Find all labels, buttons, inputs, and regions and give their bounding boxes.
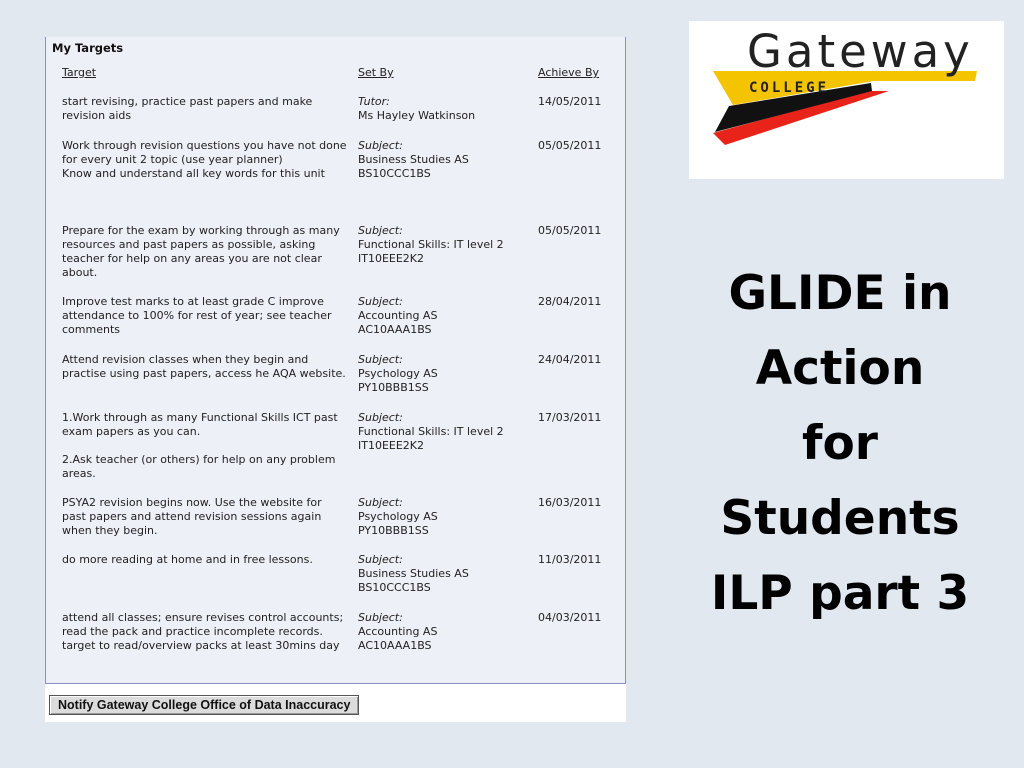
logo-subtext: COLLEGE bbox=[749, 80, 830, 96]
set-by-line: Ms Hayley Watkinson bbox=[358, 109, 476, 122]
set-by-line: Business Studies AS bbox=[358, 153, 469, 166]
set-by-cell bbox=[358, 353, 533, 395]
achieve-by-date: 11/03/2011 bbox=[538, 553, 602, 566]
achieve-by-date: 16/03/2011 bbox=[538, 496, 602, 509]
column-header-achieve-by[interactable]: Achieve By bbox=[538, 66, 600, 79]
slide-title bbox=[690, 256, 990, 631]
title-line: Students bbox=[720, 491, 960, 546]
target-text: start revising, practice past papers and make revision aids bbox=[62, 95, 313, 122]
set-by-cell bbox=[358, 496, 533, 538]
set-by-cell bbox=[358, 295, 533, 337]
target-text: do more reading at home and in free lessons. bbox=[62, 553, 313, 566]
achieve-by-date: 24/04/2011 bbox=[538, 353, 602, 366]
target-text: PSYA2 revision begins now. Use the website for past papers and attend revision sessions again when they begin. bbox=[62, 496, 322, 537]
set-by-kind: Subject: bbox=[358, 224, 403, 237]
set-by-line: Accounting AS bbox=[358, 625, 438, 638]
set-by-cell bbox=[358, 139, 533, 181]
set-by-kind: Subject: bbox=[358, 353, 403, 366]
set-by-kind: Subject: bbox=[358, 553, 403, 566]
set-by-line: PY10BBB1SS bbox=[358, 381, 429, 394]
gateway-college-logo bbox=[689, 21, 1004, 179]
achieve-by-date: 05/05/2011 bbox=[538, 139, 602, 152]
targets-heading: My Targets bbox=[52, 41, 124, 55]
achieve-by-date: 14/05/2011 bbox=[538, 95, 602, 108]
set-by-kind: Tutor: bbox=[358, 95, 390, 108]
set-by-line: BS10CCC1BS bbox=[358, 581, 431, 594]
targets-panel bbox=[45, 37, 626, 722]
target-text: Improve test marks to at least grade C improve attendance to 100% for rest of year; see teacher comments bbox=[62, 295, 332, 336]
set-by-kind: Subject: bbox=[358, 295, 403, 308]
column-header-target[interactable]: Target bbox=[62, 66, 97, 79]
column-header-set-by[interactable]: Set By bbox=[358, 66, 394, 79]
set-by-line: IT10EEE2K2 bbox=[358, 439, 425, 452]
set-by-kind: Subject: bbox=[358, 411, 403, 424]
set-by-kind: Subject: bbox=[358, 139, 403, 152]
set-by-line: PY10BBB1SS bbox=[358, 524, 429, 537]
set-by-line: Psychology AS bbox=[358, 367, 438, 380]
set-by-line: AC10AAA1BS bbox=[358, 639, 432, 652]
title-line: ILP part 3 bbox=[710, 566, 970, 621]
set-by-line: IT10EEE2K2 bbox=[358, 252, 425, 265]
target-text: Attend revision classes when they begin and practise using past papers, access he AQA website. bbox=[62, 353, 346, 380]
title-line: GLIDE in bbox=[728, 266, 952, 321]
set-by-line: BS10CCC1BS bbox=[358, 167, 431, 180]
title-line: for bbox=[802, 416, 878, 471]
set-by-line: Functional Skills: IT level 2 bbox=[358, 238, 504, 251]
set-by-line: Functional Skills: IT level 2 bbox=[358, 425, 504, 438]
target-text: attend all classes; ensure revises control accounts; read the pack and practice incomplete records. target to read/overview packs at least 30mins day bbox=[62, 611, 344, 652]
set-by-cell bbox=[358, 611, 533, 653]
set-by-line: Psychology AS bbox=[358, 510, 438, 523]
set-by-line: AC10AAA1BS bbox=[358, 323, 432, 336]
set-by-line: Accounting AS bbox=[358, 309, 438, 322]
target-text: Prepare for the exam by working through as many resources and past papers as possible, asking teacher for help on any areas you are not clear about. bbox=[62, 224, 340, 279]
targets-table bbox=[45, 37, 626, 684]
title-line: Action bbox=[755, 341, 925, 396]
achieve-by-date: 04/03/2011 bbox=[538, 611, 602, 624]
set-by-cell bbox=[358, 411, 533, 453]
set-by-cell bbox=[358, 553, 533, 595]
target-text: 1.Work through as many Functional Skills ICT past exam papers as you can. 2.Ask teacher (or others) for help on any problem areas. bbox=[62, 411, 338, 480]
set-by-kind: Subject: bbox=[358, 496, 403, 509]
set-by-line: Business Studies AS bbox=[358, 567, 469, 580]
achieve-by-date: 28/04/2011 bbox=[538, 295, 602, 308]
set-by-kind: Subject: bbox=[358, 611, 403, 624]
logo-wordmark: Gateway bbox=[747, 25, 974, 78]
achieve-by-date: 05/05/2011 bbox=[538, 224, 602, 237]
set-by-cell bbox=[358, 224, 533, 266]
target-text: Work through revision questions you have not done for every unit 2 topic (use year planner) Know and understand all key words for this unit bbox=[62, 139, 347, 180]
notify-data-inaccuracy-button[interactable]: Notify Gateway College Office of Data Inaccuracy bbox=[49, 695, 359, 715]
achieve-by-date: 17/03/2011 bbox=[538, 411, 602, 424]
set-by-cell bbox=[358, 95, 533, 123]
